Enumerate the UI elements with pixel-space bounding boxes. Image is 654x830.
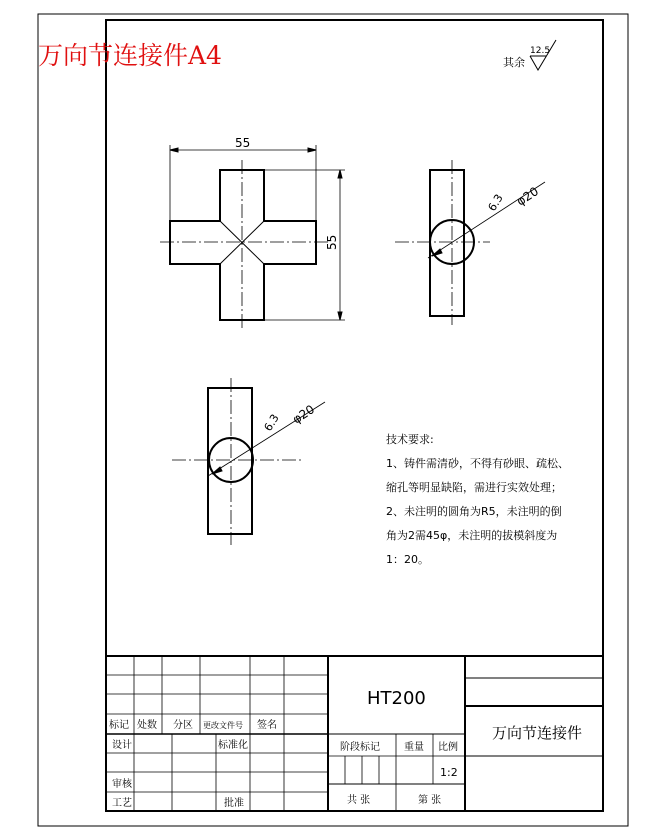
dim-front-width: 55	[235, 136, 251, 150]
dim-side-thickness: 6.3	[485, 191, 506, 214]
material-label: HT200	[367, 688, 426, 709]
label-process: 工艺	[112, 798, 132, 809]
scale-value: 1:2	[440, 766, 458, 779]
roughness-symbol	[503, 40, 556, 70]
label-approve: 批准	[224, 798, 244, 809]
label-stage-mark: 阶段标记	[340, 742, 380, 753]
svg-text:其余: 其余	[503, 56, 525, 69]
outer-frame	[38, 14, 628, 826]
svg-text:1：20。: 1：20。	[386, 553, 429, 566]
drawing-title: 万向节连接件A4	[38, 41, 222, 70]
top-view	[172, 378, 325, 545]
label-sign: 签名	[257, 720, 277, 731]
label-total-sheets: 共 张	[347, 795, 371, 806]
label-weight: 重量	[404, 742, 424, 753]
svg-text:技术要求:: 技术要求:	[386, 433, 434, 446]
dim-top-diameter: φ20	[290, 402, 318, 427]
svg-text:12.5: 12.5	[530, 46, 551, 56]
svg-text:缩孔等明显缺陷，需进行实效处理；: 缩孔等明显缺陷，需进行实效处理；	[386, 481, 562, 494]
technical-notes	[386, 432, 569, 566]
label-design: 设计	[112, 740, 132, 751]
svg-text:2、未注明的圆角为R5，未注明的倒: 2、未注明的圆角为R5，未注明的倒	[386, 505, 562, 518]
label-sheet-number: 第 张	[418, 795, 442, 806]
label-count: 处数	[137, 720, 157, 731]
label-zone: 分区	[173, 720, 193, 731]
label-standardize: 标准化	[218, 740, 248, 751]
inner-frame	[106, 20, 603, 811]
label-change-doc: 更改文件号	[203, 721, 243, 730]
label-mark: 标记	[109, 720, 129, 731]
side-view	[395, 160, 545, 325]
dim-side-diameter: φ20	[514, 184, 542, 209]
dim-front-height: 55	[325, 234, 339, 250]
dim-top-thickness: 6.3	[261, 411, 282, 434]
svg-text:角为2需45φ，未注明的拔模斜度为: 角为2需45φ，未注明的拔模斜度为	[386, 529, 558, 542]
svg-text:1、铸件需清砂，不得有砂眼、疏松、: 1、铸件需清砂，不得有砂眼、疏松、	[386, 457, 569, 470]
label-review: 审核	[112, 779, 132, 790]
label-scale: 比例	[438, 742, 458, 753]
part-name: 万向节连接件	[492, 724, 583, 742]
front-view	[160, 145, 345, 330]
